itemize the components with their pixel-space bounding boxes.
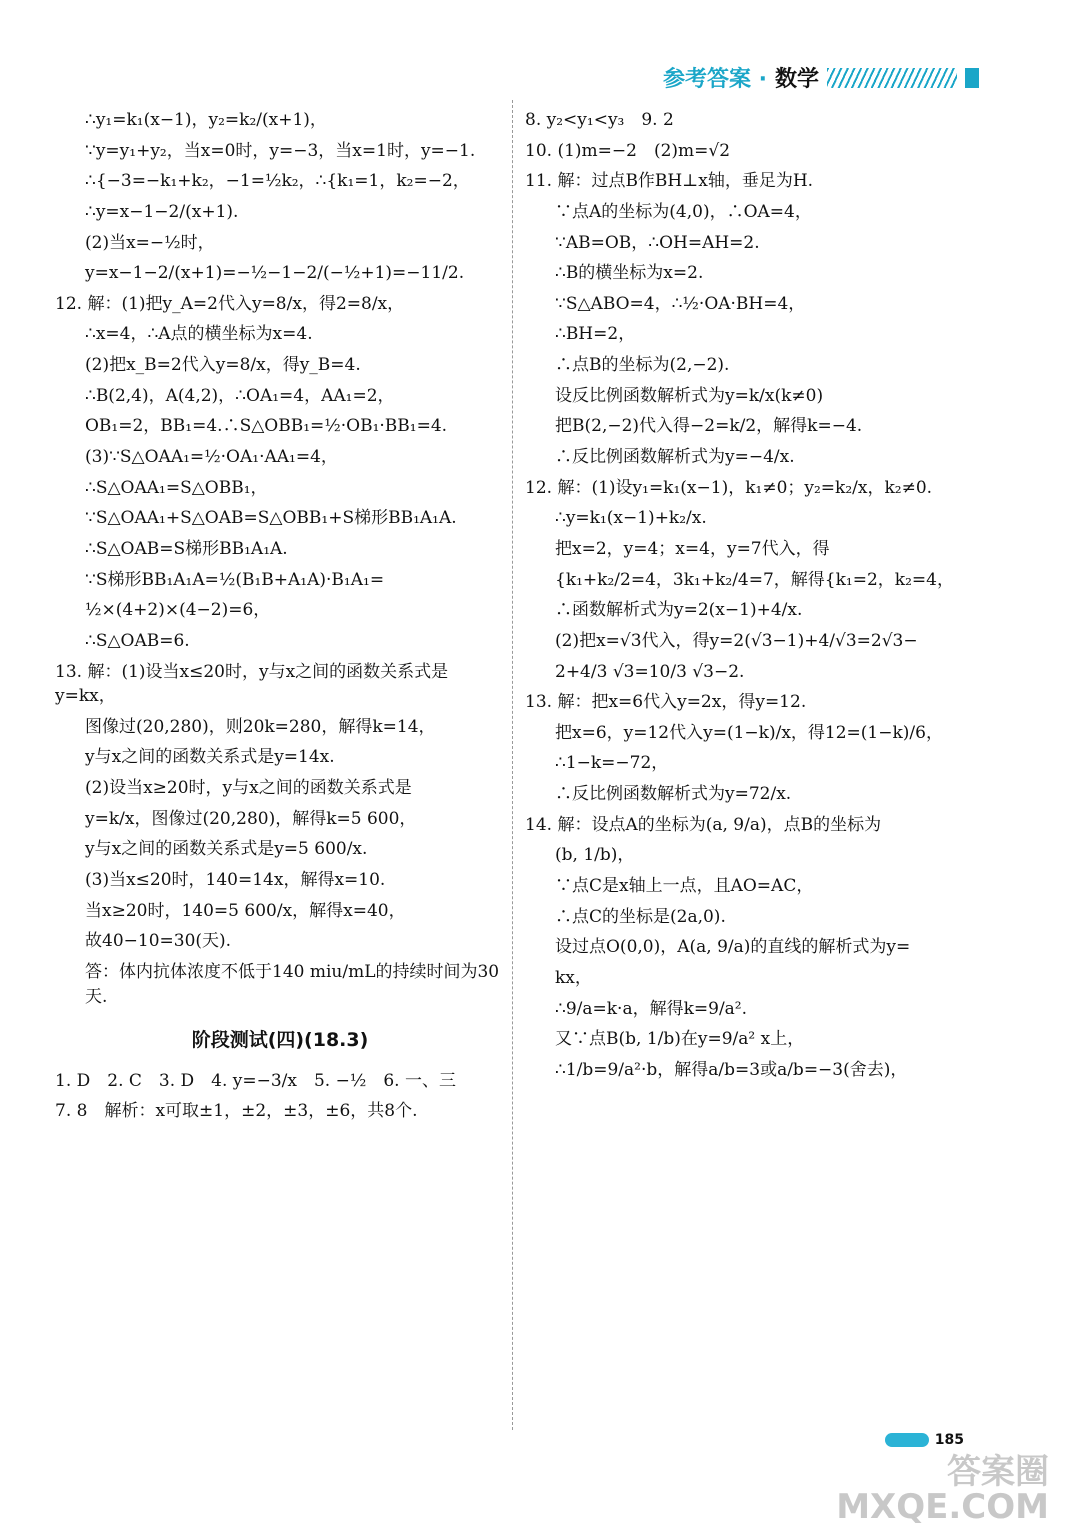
text-line: ∴1−k=−72， bbox=[555, 753, 669, 774]
page-number: 185 bbox=[934, 1432, 964, 1448]
text-line: y与x之间的函数关系式是y=5 600/x. bbox=[85, 839, 368, 860]
text-line: ∵S△OAA₁+S△OAB=S△OBB₁+S梯形BB₁A₁A. bbox=[85, 508, 457, 529]
text-line: (b, 1/b)， bbox=[555, 845, 635, 866]
text-line: y=k/x，图像过(20,280)，解得k=5 600， bbox=[85, 808, 417, 829]
text-line: 11. 解：过点B作BH⊥x轴，垂足为H. bbox=[525, 171, 814, 192]
watermark-line: 答案圈 bbox=[947, 1451, 1049, 1492]
text-line: ∵AB=OB，∴OH=AH=2. bbox=[555, 232, 760, 253]
text-line: 当x≥20时，140=5 600/x，解得x=40， bbox=[85, 900, 406, 921]
text-line: ∵y=y₁+y₂，当x=0时，y=−3，当x=1时，y=−1. bbox=[85, 140, 476, 161]
text-line: 13. 解：把x=6代入y=2x，得y=12. bbox=[525, 692, 807, 713]
text-line: ∴S△OAA₁=S△OBB₁， bbox=[85, 477, 268, 498]
header-tab bbox=[965, 68, 979, 88]
page-pill bbox=[885, 1433, 929, 1447]
column-divider bbox=[512, 100, 513, 1430]
text-line: 设过点O(0,0)，A(a, 9/a)的直线的解析式为y= bbox=[555, 937, 911, 958]
text-line: (2)把x=√3代入，得y=2(√3−1)+4/√3=2√3− bbox=[555, 630, 918, 651]
text-line: ∴y₁=k₁(x−1)，y₂=k₂/(x+1)， bbox=[85, 110, 327, 130]
text-line: ∴9/a=k·a，解得k=9/a². bbox=[555, 998, 748, 1019]
text-line: ∴点C的坐标是(2a,0). bbox=[555, 906, 726, 927]
text-line: 1. D 2. C 3. D 4. y=−3/x 5. −½ 6. 一、三 bbox=[55, 1070, 456, 1091]
text-line: ∴B的横坐标为x=2. bbox=[555, 263, 704, 284]
text-line: 把B(2,−2)代入得−2=k/2，解得k=−4. bbox=[555, 416, 863, 437]
watermark bbox=[836, 1451, 1049, 1528]
text-line: 又∵点B(b, 1/b)在y=9/a² x上， bbox=[555, 1029, 805, 1050]
header-subject: 数学 bbox=[774, 67, 819, 92]
text-line: 13. 解：(1)设当x≤20时，y与x之间的函数关系式是y=kx， bbox=[55, 661, 449, 707]
text-line: ∴x=4，∴A点的横坐标为x=4. bbox=[85, 324, 313, 345]
text-line: {k₁+k₂/2=4，3k₁+k₂/4=7，解得{k₁=2，k₂=4， bbox=[555, 569, 954, 590]
text-line: 12. 解：(1)把y_A=2代入y=8/x，得2=8/x， bbox=[55, 293, 405, 314]
right-column bbox=[525, 108, 995, 1089]
text-line: 12. 解：(1)设y₁=k₁(x−1)，k₁≠0；y₂=k₂/x，k₂≠0. bbox=[525, 477, 933, 498]
text-line: ∴B(2,4)，A(4,2)，∴OA₁=4，AA₁=2， bbox=[85, 385, 395, 406]
text-line: y与x之间的函数关系式是y=14x. bbox=[85, 747, 335, 768]
text-line: ∴y=x−1−2/(x+1). bbox=[85, 201, 239, 222]
text-line: 8. y₂<y₁<y₃ 9. 2 bbox=[525, 110, 674, 130]
text-line: ∵S△ABO=4，∴½·OA·BH=4， bbox=[555, 293, 806, 314]
text-line: ∴点B的坐标为(2,−2). bbox=[555, 355, 730, 376]
text-line: ∴函数解析式为y=2(x−1)+4/x. bbox=[555, 600, 803, 621]
text-line: 把x=6，y=12代入y=(1−k)/x，得12=(1−k)/6， bbox=[555, 722, 943, 743]
text-line: ½×(4+2)×(4−2)=6， bbox=[85, 600, 271, 621]
text-line: 10. (1)m=−2 (2)m=√2 bbox=[525, 140, 731, 161]
text-line: 7. 8 解析：x可取±1，±2，±3，±6，共8个. bbox=[55, 1101, 418, 1122]
text-line: ∴反比例函数解析式为y=−4/x. bbox=[555, 447, 795, 468]
text-line: kx， bbox=[555, 967, 592, 988]
text-line: ∴S△OAB=S梯形BB₁A₁A. bbox=[85, 538, 288, 559]
text-line: ∵点C是x轴上一点，且AO=AC， bbox=[555, 876, 814, 897]
page-header bbox=[663, 62, 979, 93]
text-line: 答：体内抗体浓度不低于140 miu/mL的持续时间为30天. bbox=[85, 961, 500, 1007]
text-line: ∴{−3=−k₁+k₂，−1=½k₂，∴{k₁=1，k₂=−2， bbox=[85, 171, 470, 192]
text-line: ∴S△OAB=6. bbox=[85, 630, 190, 651]
text-line: OB₁=2，BB₁=4.∴S△OBB₁=½·OB₁·BB₁=4. bbox=[85, 416, 448, 437]
header-stripes bbox=[827, 68, 957, 88]
text-line: 14. 解：设点A的坐标为(a, 9/a)，点B的坐标为 bbox=[525, 814, 882, 835]
text-line: ∴1/b=9/a²·b，解得a/b=3或a/b=−3(舍去)， bbox=[555, 1059, 908, 1080]
text-line: y=x−1−2/(x+1)=−½−1−2/(−½+1)=−11/2. bbox=[85, 263, 465, 284]
text-line: (3)∵S△OAA₁=½·OA₁·AA₁=4， bbox=[85, 447, 338, 468]
text-line: ∴y=k₁(x−1)+k₂/x. bbox=[555, 508, 707, 529]
page-footer bbox=[885, 1432, 964, 1448]
text-line: ∴反比例函数解析式为y=72/x. bbox=[555, 784, 792, 805]
watermark-line: MXQE.COM bbox=[836, 1487, 1049, 1528]
text-line: ∵S梯形BB₁A₁A=½(B₁B+A₁A)·B₁A₁= bbox=[85, 569, 385, 590]
text-line: (2)把x_B=2代入y=8/x，得y_B=4. bbox=[85, 355, 361, 376]
header-brand: 参考答案 · bbox=[662, 67, 767, 92]
section-title: 阶段测试(四)(18.3) bbox=[191, 1029, 369, 1052]
text-line: ∴BH=2， bbox=[555, 324, 636, 345]
text-line: (2)设当x≥20时，y与x之间的函数关系式是 bbox=[85, 778, 412, 799]
text-line: (2)当x=−½时， bbox=[85, 232, 215, 253]
text-line: 故40−10=30(天). bbox=[85, 931, 232, 952]
text-line: 把x=2，y=4；x=4，y=7代入，得 bbox=[555, 538, 830, 559]
text-line: 2+4/3 √3=10/3 √3−2. bbox=[555, 661, 745, 682]
text-line: ∵点A的坐标为(4,0)，∴OA=4， bbox=[555, 201, 812, 222]
text-line: 图像过(20,280)，则20k=280，解得k=14， bbox=[85, 716, 436, 737]
text-line: (3)当x≤20时，140=14x，解得x=10. bbox=[85, 870, 386, 891]
left-column bbox=[55, 108, 505, 1130]
text-line: 设反比例函数解析式为y=k/x(k≠0) bbox=[555, 385, 824, 406]
